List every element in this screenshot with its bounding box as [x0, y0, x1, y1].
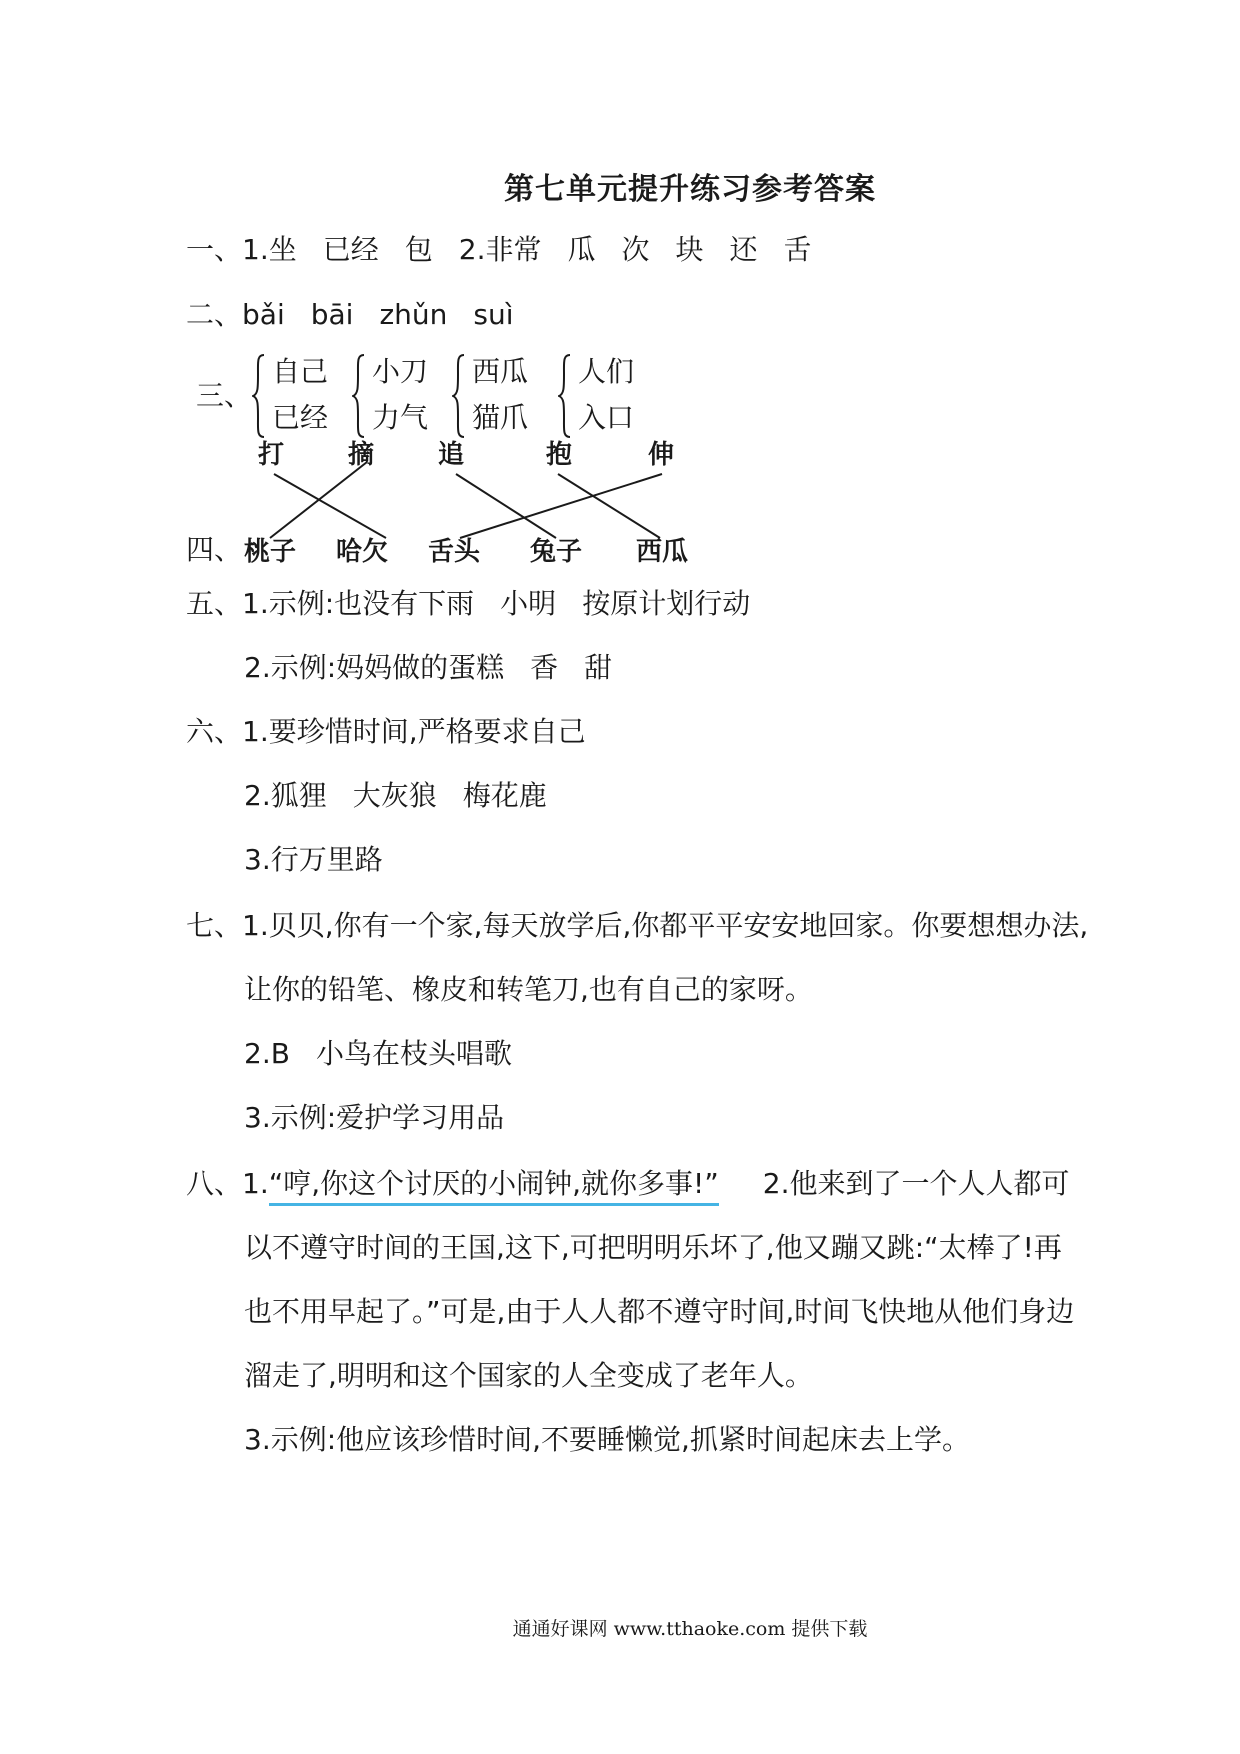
answer-text: 大灰狼: [352, 779, 437, 812]
answer-text: 香: [530, 651, 559, 684]
answer-word: 还: [729, 233, 758, 266]
answer-word: 次: [621, 233, 650, 266]
match-line: [460, 474, 662, 538]
section-8-label: 八、: [186, 1167, 243, 1200]
answer-number: 1.: [242, 1167, 269, 1200]
section-3-label: 三、: [196, 379, 253, 412]
section-8-line-1: [186, 1164, 1070, 1206]
match-verb: 伸: [648, 440, 675, 470]
group-word: 猫爪: [472, 401, 529, 434]
section-6-label: 六、: [186, 715, 243, 748]
answer-text: 2.示例:妈妈做的蛋糕: [244, 651, 505, 684]
group-word: 力气: [372, 401, 429, 434]
pinyin-answer: suì: [473, 298, 514, 331]
section-7-line-3: [244, 1034, 512, 1074]
pinyin-answer: bāi: [310, 298, 354, 331]
section-5-line-1: [186, 584, 750, 624]
match-noun: 哈欠: [336, 537, 389, 567]
footer-credit: 通通好课网 www.tthaoke.com 提供下载: [512, 1618, 868, 1640]
answer-text: 2.B: [244, 1037, 290, 1070]
match-verb: 追: [438, 440, 465, 470]
section-7-line-2: 让你的铅笔、橡皮和转笔刀,也有自己的家呀。: [244, 973, 813, 1006]
answer-text: 按原计划行动: [582, 587, 751, 620]
answer-word: 舌: [783, 233, 812, 266]
match-verb: 抱: [546, 440, 573, 470]
answer-text: 1.示例:也没有下雨: [242, 587, 475, 620]
match-noun: 西瓜: [636, 537, 689, 567]
answer-word: 块: [675, 233, 704, 266]
section-7-label: 七、: [186, 909, 243, 942]
group-word: 自己: [272, 355, 329, 388]
answer-text: 1.贝贝,你有一个家,每天放学后,你都平平安安地回家。你要想想办法,: [242, 909, 1089, 942]
section-8-line-4: 溜走了,明明和这个国家的人全变成了老年人。: [244, 1359, 813, 1392]
section-6-line-3: 3.行万里路: [244, 843, 383, 876]
answer-word: 包: [404, 233, 433, 266]
pinyin-answer: zhǔn: [379, 298, 448, 331]
match-line: [456, 474, 556, 538]
section-8-line-2: 以不遵守时间的王国,这下,可把明明乐坏了,他又蹦又跳:“太棒了!再: [244, 1231, 1062, 1264]
group-word: 人们: [578, 355, 635, 388]
section-6-line-1: [186, 712, 586, 752]
answer-text: 梅花鹿: [462, 779, 547, 812]
answer-text: 小鸟在枝头唱歌: [315, 1037, 512, 1070]
group-word: 小刀: [372, 355, 429, 388]
underlined-quote: “哼,你这个讨厌的小闹钟,就你多事!”: [269, 1166, 719, 1206]
answer-text: 2.狐狸: [244, 779, 327, 812]
answer-text: 2.他来到了一个人人都可: [762, 1167, 1070, 1200]
matching-lines: [0, 0, 1240, 600]
answer-text: 甜: [584, 651, 613, 684]
section-6-line-2: [244, 776, 547, 816]
section-5-line-2: [244, 648, 612, 688]
group-word: 已经: [272, 401, 329, 434]
section-8-line-3: 也不用早起了。”可是,由于人人都不遵守时间,时间飞快地从他们身边: [244, 1295, 1075, 1328]
match-noun: 兔子: [530, 537, 583, 567]
answer-text: 1.要珍惜时间,严格要求自己: [242, 715, 586, 748]
section-7-line-1: [186, 906, 1088, 946]
section-7-line-4: 3.示例:爱护学习用品: [244, 1101, 505, 1134]
answer-text: 小明: [500, 587, 557, 620]
section-5-label: 五、: [186, 587, 243, 620]
answer-word: 1.坐: [242, 233, 297, 266]
match-line: [274, 474, 386, 538]
match-line: [558, 474, 660, 538]
section-2-label: 二、: [186, 298, 243, 331]
section-4-label: 四、: [186, 533, 243, 566]
match-line: [270, 462, 367, 538]
match-noun: 舌头: [428, 537, 481, 567]
answer-word: 2.非常: [458, 233, 542, 266]
pinyin-answer: bǎi: [242, 298, 285, 331]
group-word: 入口: [578, 401, 635, 434]
group-word: 西瓜: [472, 355, 529, 388]
answer-word: 已经: [322, 233, 379, 266]
section-8-line-5: 3.示例:他应该珍惜时间,不要睡懒觉,抓紧时间起床去上学。: [244, 1423, 970, 1456]
match-verb: 摘: [348, 440, 375, 470]
match-noun: 桃子: [244, 537, 297, 567]
match-verb: 打: [258, 440, 285, 470]
section-1-label: 一、: [186, 233, 243, 266]
page-title: 第七单元提升练习参考答案: [504, 172, 876, 207]
answer-word: 瓜: [567, 233, 596, 266]
